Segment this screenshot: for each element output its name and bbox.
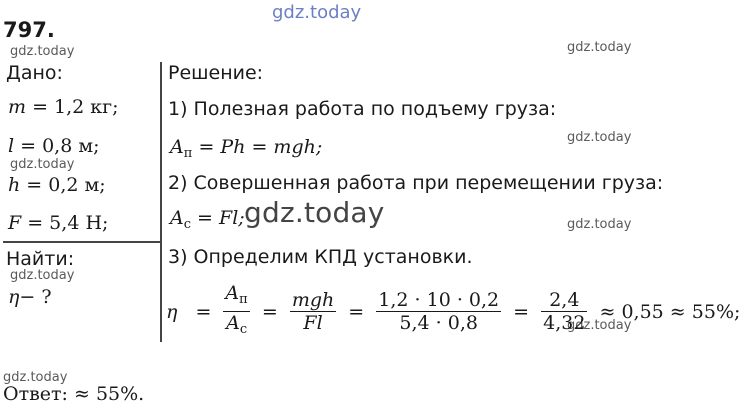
step-3-text: 3) Определим КПД установки. — [168, 246, 473, 268]
equals-sign-3: = — [348, 300, 365, 323]
equals-sign-4: = — [513, 300, 530, 323]
equation-total-work: $A_с = Fl$; — [170, 207, 245, 232]
horizontal-divider — [3, 241, 161, 243]
step-2-text: 2) Совершенная работа при перемещении груза: — [168, 172, 664, 194]
fraction-simplified: $\frac{2,4}{4,32}$ — [543, 289, 586, 334]
equals-sign-1: = — [195, 300, 212, 323]
watermark-big: gdz.today — [244, 196, 385, 229]
watermark-left-4: gdz.today — [3, 370, 68, 385]
given-heading: Дано: — [6, 62, 63, 84]
eta-symbol: η — [166, 300, 178, 323]
watermark-left-3: gdz.today — [10, 268, 75, 283]
watermark-right-4: gdz.today — [567, 318, 632, 333]
given-mass: m = 1,2 кг; — [8, 96, 119, 118]
result-approx: ≈ 0,55 ≈ 55%; — [599, 300, 740, 323]
fraction-numeric: $\frac{1,2 \cdot 10 \cdot 0,2}{5,4 \cdot 0,8}$ — [378, 289, 500, 334]
problem-number: 797. — [3, 18, 55, 42]
equals-sign-2: = — [261, 300, 278, 323]
find-eta: η− ? — [8, 286, 52, 308]
watermark-left-1: gdz.today — [10, 44, 75, 59]
equation-useful-work: $A_п = Ph$ = mgh; — [170, 136, 323, 161]
given-height: h = 0,2 м; — [8, 174, 106, 196]
fraction-work-ratio: $\frac{A_п}{A_с}$ — [223, 282, 249, 341]
solution-heading: Решение: — [168, 62, 264, 84]
watermark-right-2: gdz.today — [567, 130, 632, 145]
given-force: F = 5,4 Н; — [8, 212, 109, 234]
answer: Ответ: ≈ 55%. — [3, 383, 145, 405]
vertical-divider — [160, 62, 162, 342]
given-length: l = 0,8 м; — [8, 135, 100, 157]
watermark-left-2: gdz.today — [10, 157, 75, 172]
equation-efficiency — [166, 282, 740, 341]
fraction-symbolic: $\frac{\text{mgh}}{Fl}$ — [291, 289, 335, 334]
find-heading: Найти: — [6, 248, 75, 270]
step-1-text: 1) Полезная работа по подъему груза: — [168, 98, 557, 120]
watermark-top: gdz.today — [272, 2, 362, 23]
watermark-right-1: gdz.today — [567, 40, 632, 55]
watermark-right-3: gdz.today — [567, 217, 632, 232]
